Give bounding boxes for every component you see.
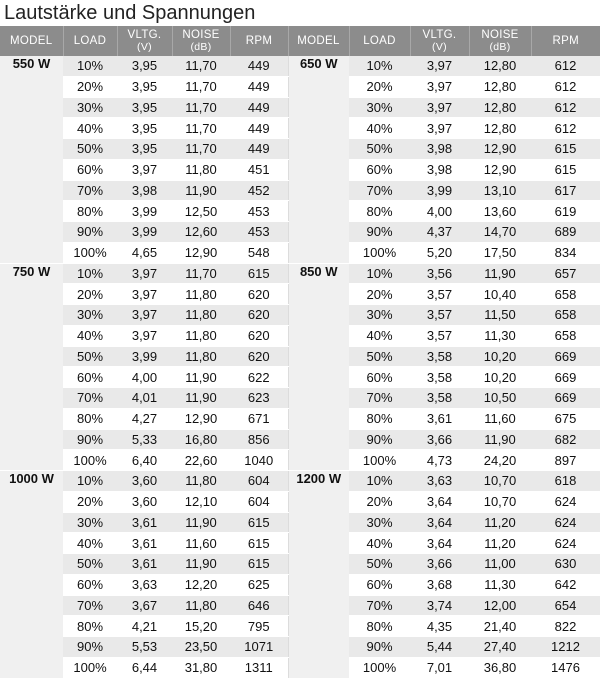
noise-cell: 12,80	[469, 97, 531, 118]
noise-cell: 11,80	[172, 346, 230, 367]
load-cell: 30%	[349, 305, 410, 326]
noise-cell: 11,90	[172, 180, 230, 201]
noise-cell: 11,70	[172, 56, 230, 76]
rpm-cell: 834	[531, 242, 600, 263]
noise-cell: 12,00	[469, 595, 531, 616]
rpm-cell: 658	[531, 284, 600, 305]
load-cell: 30%	[349, 97, 410, 118]
rpm-cell: 615	[531, 139, 600, 160]
noise-cell: 11,60	[469, 408, 531, 429]
load-cell: 80%	[63, 408, 117, 429]
rpm-cell: 615	[230, 512, 288, 533]
header-voltage-label: VLTG.	[127, 29, 162, 41]
noise-cell: 12,80	[469, 76, 531, 97]
page-title: Lautstärke und Spannungen	[4, 2, 256, 24]
noise-cell: 13,10	[469, 180, 531, 201]
load-cell: 50%	[349, 139, 410, 160]
rpm-cell: 449	[230, 97, 288, 118]
header-rpm: RPM	[531, 26, 600, 56]
noise-cell: 11,80	[172, 159, 230, 180]
voltage-cell: 4,00	[117, 367, 172, 388]
rpm-cell: 658	[531, 305, 600, 326]
voltage-cell: 3,97	[410, 56, 469, 76]
voltage-cell: 3,95	[117, 97, 172, 118]
noise-cell: 36,80	[469, 657, 531, 678]
load-cell: 80%	[349, 201, 410, 222]
noise-cell: 11,90	[172, 367, 230, 388]
load-cell: 50%	[349, 554, 410, 575]
load-cell: 20%	[349, 76, 410, 97]
noise-cell: 12,90	[469, 159, 531, 180]
voltage-cell: 3,61	[117, 533, 172, 554]
noise-cell: 11,20	[469, 512, 531, 533]
model-cell: 750 W	[0, 263, 63, 471]
load-cell: 80%	[349, 408, 410, 429]
voltage-cell: 3,66	[410, 429, 469, 450]
load-cell: 70%	[349, 180, 410, 201]
load-cell: 20%	[63, 76, 117, 97]
noise-cell: 10,70	[469, 491, 531, 512]
rpm-cell: 620	[230, 325, 288, 346]
noise-cell: 12,90	[469, 139, 531, 160]
noise-cell: 11,70	[172, 118, 230, 139]
load-cell: 90%	[349, 222, 410, 243]
load-cell: 30%	[63, 512, 117, 533]
load-cell: 50%	[63, 554, 117, 575]
load-cell: 30%	[349, 512, 410, 533]
header-voltage	[117, 26, 172, 56]
noise-cell: 16,80	[172, 429, 230, 450]
noise-cell: 11,80	[172, 471, 230, 492]
load-cell: 90%	[63, 637, 117, 658]
rpm-cell: 675	[531, 408, 600, 429]
header-model: MODEL	[288, 26, 349, 56]
rpm-cell: 669	[531, 367, 600, 388]
noise-cell: 12,80	[469, 56, 531, 76]
noise-cell: 11,80	[172, 305, 230, 326]
rpm-cell: 548	[230, 242, 288, 263]
header-voltage-label: VLTG.	[422, 29, 457, 41]
rpm-cell: 671	[230, 408, 288, 429]
noise-cell: 11,70	[172, 76, 230, 97]
noise-cell: 31,80	[172, 657, 230, 678]
header-noise	[172, 26, 230, 56]
noise-cell: 11,80	[172, 284, 230, 305]
voltage-cell: 3,61	[410, 408, 469, 429]
rpm-cell: 612	[531, 76, 600, 97]
load-cell: 100%	[349, 657, 410, 678]
model-cell: 650 W	[288, 56, 349, 263]
voltage-cell: 4,37	[410, 222, 469, 243]
rpm-cell: 449	[230, 118, 288, 139]
voltage-cell: 4,65	[117, 242, 172, 263]
voltage-cell: 3,99	[117, 222, 172, 243]
noise-cell: 11,90	[172, 554, 230, 575]
model-cell: 550 W	[0, 56, 63, 263]
header-voltage-unit: (V)	[137, 41, 152, 53]
voltage-cell: 5,20	[410, 242, 469, 263]
voltage-cell: 3,58	[410, 388, 469, 409]
load-cell: 80%	[63, 201, 117, 222]
noise-cell: 11,50	[469, 305, 531, 326]
rpm-cell: 642	[531, 574, 600, 595]
voltage-cell: 5,44	[410, 637, 469, 658]
load-cell: 60%	[63, 574, 117, 595]
load-cell: 60%	[349, 367, 410, 388]
header-load: LOAD	[63, 26, 117, 56]
noise-cell: 11,80	[172, 595, 230, 616]
load-cell: 100%	[349, 242, 410, 263]
load-cell: 20%	[349, 284, 410, 305]
noise-cell: 10,70	[469, 471, 531, 492]
voltage-cell: 4,35	[410, 616, 469, 637]
voltage-cell: 3,97	[117, 159, 172, 180]
load-cell: 90%	[63, 429, 117, 450]
rpm-cell: 669	[531, 346, 600, 367]
voltage-cell: 3,95	[117, 139, 172, 160]
load-cell: 80%	[63, 616, 117, 637]
noise-cell: 10,20	[469, 346, 531, 367]
load-cell: 40%	[63, 118, 117, 139]
load-cell: 70%	[63, 180, 117, 201]
load-cell: 30%	[63, 97, 117, 118]
header-model: MODEL	[0, 26, 63, 56]
noise-cell: 23,50	[172, 637, 230, 658]
noise-cell: 12,90	[172, 408, 230, 429]
voltage-cell: 4,00	[410, 201, 469, 222]
noise-cell: 11,90	[172, 388, 230, 409]
model-cell: 850 W	[288, 263, 349, 471]
voltage-cell: 3,99	[410, 180, 469, 201]
load-cell: 100%	[63, 657, 117, 678]
rpm-cell: 619	[531, 201, 600, 222]
voltage-cell: 3,61	[117, 554, 172, 575]
noise-cell: 11,00	[469, 554, 531, 575]
load-cell: 10%	[349, 471, 410, 492]
voltage-cell: 3,98	[117, 180, 172, 201]
noise-cell: 17,50	[469, 242, 531, 263]
voltage-cell: 3,58	[410, 367, 469, 388]
rpm-cell: 1040	[230, 450, 288, 471]
load-cell: 50%	[349, 346, 410, 367]
rpm-cell: 822	[531, 616, 600, 637]
rpm-cell: 620	[230, 305, 288, 326]
noise-cell: 27,40	[469, 637, 531, 658]
rpm-cell: 624	[531, 533, 600, 554]
voltage-cell: 3,57	[410, 325, 469, 346]
load-cell: 60%	[63, 367, 117, 388]
header-rpm: RPM	[230, 26, 288, 56]
noise-cell: 11,30	[469, 325, 531, 346]
rpm-cell: 615	[230, 533, 288, 554]
noise-cell: 12,50	[172, 201, 230, 222]
model-cell: 1200 W	[288, 471, 349, 679]
rpm-cell: 620	[230, 346, 288, 367]
noise-cell: 14,70	[469, 222, 531, 243]
rpm-cell: 449	[230, 56, 288, 76]
rpm-cell: 620	[230, 284, 288, 305]
header-voltage-unit: (V)	[432, 41, 447, 53]
rpm-cell: 630	[531, 554, 600, 575]
voltage-cell: 3,63	[117, 574, 172, 595]
noise-cell: 22,60	[172, 450, 230, 471]
load-cell: 20%	[63, 284, 117, 305]
noise-cell: 11,70	[172, 263, 230, 284]
noise-cell: 11,90	[469, 263, 531, 284]
rpm-cell: 612	[531, 56, 600, 76]
noise-cell: 12,90	[172, 242, 230, 263]
noise-cell: 11,60	[172, 533, 230, 554]
load-cell: 10%	[349, 263, 410, 284]
voltage-cell: 3,98	[410, 159, 469, 180]
load-cell: 10%	[63, 56, 117, 76]
load-cell: 40%	[63, 325, 117, 346]
load-cell: 70%	[349, 595, 410, 616]
rpm-cell: 451	[230, 159, 288, 180]
model-cell: 1000 W	[0, 471, 63, 679]
voltage-cell: 6,40	[117, 450, 172, 471]
load-cell: 40%	[349, 325, 410, 346]
noise-cell: 24,20	[469, 450, 531, 471]
rpm-cell: 624	[531, 512, 600, 533]
load-cell: 40%	[63, 533, 117, 554]
voltage-cell: 3,99	[117, 201, 172, 222]
noise-cell: 12,60	[172, 222, 230, 243]
load-cell: 40%	[349, 533, 410, 554]
header-row	[0, 26, 600, 56]
rpm-cell: 856	[230, 429, 288, 450]
noise-cell: 12,20	[172, 574, 230, 595]
rpm-cell: 654	[531, 595, 600, 616]
rpm-cell: 604	[230, 491, 288, 512]
rpm-cell: 617	[531, 180, 600, 201]
voltage-cell: 3,67	[117, 595, 172, 616]
voltage-cell: 3,57	[410, 305, 469, 326]
rpm-cell: 625	[230, 574, 288, 595]
voltage-cell: 3,95	[117, 118, 172, 139]
voltage-cell: 3,97	[117, 325, 172, 346]
load-cell: 30%	[63, 305, 117, 326]
rpm-cell: 682	[531, 429, 600, 450]
rpm-cell: 624	[531, 491, 600, 512]
rpm-cell: 1311	[230, 657, 288, 678]
noise-cell: 11,90	[469, 429, 531, 450]
table-row	[0, 263, 600, 284]
load-cell: 90%	[63, 222, 117, 243]
header-load: LOAD	[349, 26, 410, 56]
rpm-cell: 449	[230, 76, 288, 97]
noise-cell: 10,20	[469, 367, 531, 388]
load-cell: 100%	[349, 450, 410, 471]
noise-cell: 15,20	[172, 616, 230, 637]
voltage-cell: 3,97	[117, 263, 172, 284]
header-noise-unit: (dB)	[489, 41, 511, 53]
table-body	[0, 56, 600, 678]
noise-cell: 21,40	[469, 616, 531, 637]
load-cell: 70%	[349, 388, 410, 409]
rpm-cell: 669	[531, 388, 600, 409]
noise-cell: 10,40	[469, 284, 531, 305]
load-cell: 60%	[63, 159, 117, 180]
load-cell: 60%	[349, 159, 410, 180]
load-cell: 10%	[63, 471, 117, 492]
voltage-cell: 3,74	[410, 595, 469, 616]
noise-cell: 11,20	[469, 533, 531, 554]
voltage-cell: 3,97	[410, 76, 469, 97]
rpm-cell: 615	[230, 263, 288, 284]
load-cell: 80%	[349, 616, 410, 637]
noise-cell: 11,70	[172, 139, 230, 160]
rpm-cell: 453	[230, 222, 288, 243]
rpm-cell: 646	[230, 595, 288, 616]
noise-cell: 11,70	[172, 97, 230, 118]
voltage-cell: 3,60	[117, 491, 172, 512]
header-noise	[469, 26, 531, 56]
rpm-cell: 622	[230, 367, 288, 388]
voltage-cell: 3,95	[117, 56, 172, 76]
voltage-noise-table	[0, 26, 600, 679]
header-noise-unit: (dB)	[190, 41, 212, 53]
load-cell: 10%	[63, 263, 117, 284]
rpm-cell: 453	[230, 201, 288, 222]
noise-cell: 12,10	[172, 491, 230, 512]
rpm-cell: 615	[230, 554, 288, 575]
rpm-cell: 897	[531, 450, 600, 471]
voltage-cell: 3,57	[410, 284, 469, 305]
rpm-cell: 449	[230, 139, 288, 160]
rpm-cell: 618	[531, 471, 600, 492]
noise-cell: 11,90	[172, 512, 230, 533]
rpm-cell: 452	[230, 180, 288, 201]
rpm-cell: 623	[230, 388, 288, 409]
rpm-cell: 795	[230, 616, 288, 637]
load-cell: 40%	[349, 118, 410, 139]
rpm-cell: 615	[531, 159, 600, 180]
load-cell: 60%	[349, 574, 410, 595]
voltage-cell: 5,33	[117, 429, 172, 450]
voltage-cell: 4,21	[117, 616, 172, 637]
voltage-cell: 3,64	[410, 512, 469, 533]
header-noise-label: NOISE	[481, 29, 519, 41]
voltage-cell: 3,97	[410, 118, 469, 139]
voltage-cell: 3,63	[410, 471, 469, 492]
noise-cell: 13,60	[469, 201, 531, 222]
load-cell: 20%	[349, 491, 410, 512]
rpm-cell: 1212	[531, 637, 600, 658]
voltage-cell: 7,01	[410, 657, 469, 678]
rpm-cell: 658	[531, 325, 600, 346]
rpm-cell: 657	[531, 263, 600, 284]
load-cell: 70%	[63, 595, 117, 616]
load-cell: 20%	[63, 491, 117, 512]
table-row	[0, 56, 600, 76]
voltage-cell: 5,53	[117, 637, 172, 658]
load-cell: 70%	[63, 388, 117, 409]
voltage-cell: 3,64	[410, 533, 469, 554]
load-cell: 90%	[349, 429, 410, 450]
voltage-cell: 3,61	[117, 512, 172, 533]
load-cell: 100%	[63, 242, 117, 263]
voltage-cell: 3,56	[410, 263, 469, 284]
voltage-cell: 3,58	[410, 346, 469, 367]
rpm-cell: 689	[531, 222, 600, 243]
voltage-cell: 6,44	[117, 657, 172, 678]
rpm-cell: 604	[230, 471, 288, 492]
voltage-cell: 3,66	[410, 554, 469, 575]
header-noise-label: NOISE	[182, 29, 220, 41]
voltage-cell: 4,27	[117, 408, 172, 429]
voltage-cell: 3,64	[410, 491, 469, 512]
voltage-cell: 3,99	[117, 346, 172, 367]
voltage-cell: 3,98	[410, 139, 469, 160]
voltage-cell: 3,68	[410, 574, 469, 595]
noise-cell: 11,80	[172, 325, 230, 346]
voltage-cell: 4,73	[410, 450, 469, 471]
voltage-cell: 3,97	[117, 284, 172, 305]
voltage-cell: 3,97	[117, 305, 172, 326]
noise-cell: 12,80	[469, 118, 531, 139]
rpm-cell: 1476	[531, 657, 600, 678]
table-row	[0, 471, 600, 492]
load-cell: 90%	[349, 637, 410, 658]
rpm-cell: 612	[531, 97, 600, 118]
load-cell: 100%	[63, 450, 117, 471]
noise-cell: 10,50	[469, 388, 531, 409]
load-cell: 50%	[63, 139, 117, 160]
rpm-cell: 612	[531, 118, 600, 139]
noise-cell: 11,30	[469, 574, 531, 595]
header-voltage	[410, 26, 469, 56]
rpm-cell: 1071	[230, 637, 288, 658]
load-cell: 50%	[63, 346, 117, 367]
voltage-cell: 3,95	[117, 76, 172, 97]
voltage-cell: 3,60	[117, 471, 172, 492]
load-cell: 10%	[349, 56, 410, 76]
voltage-cell: 4,01	[117, 388, 172, 409]
voltage-cell: 3,97	[410, 97, 469, 118]
